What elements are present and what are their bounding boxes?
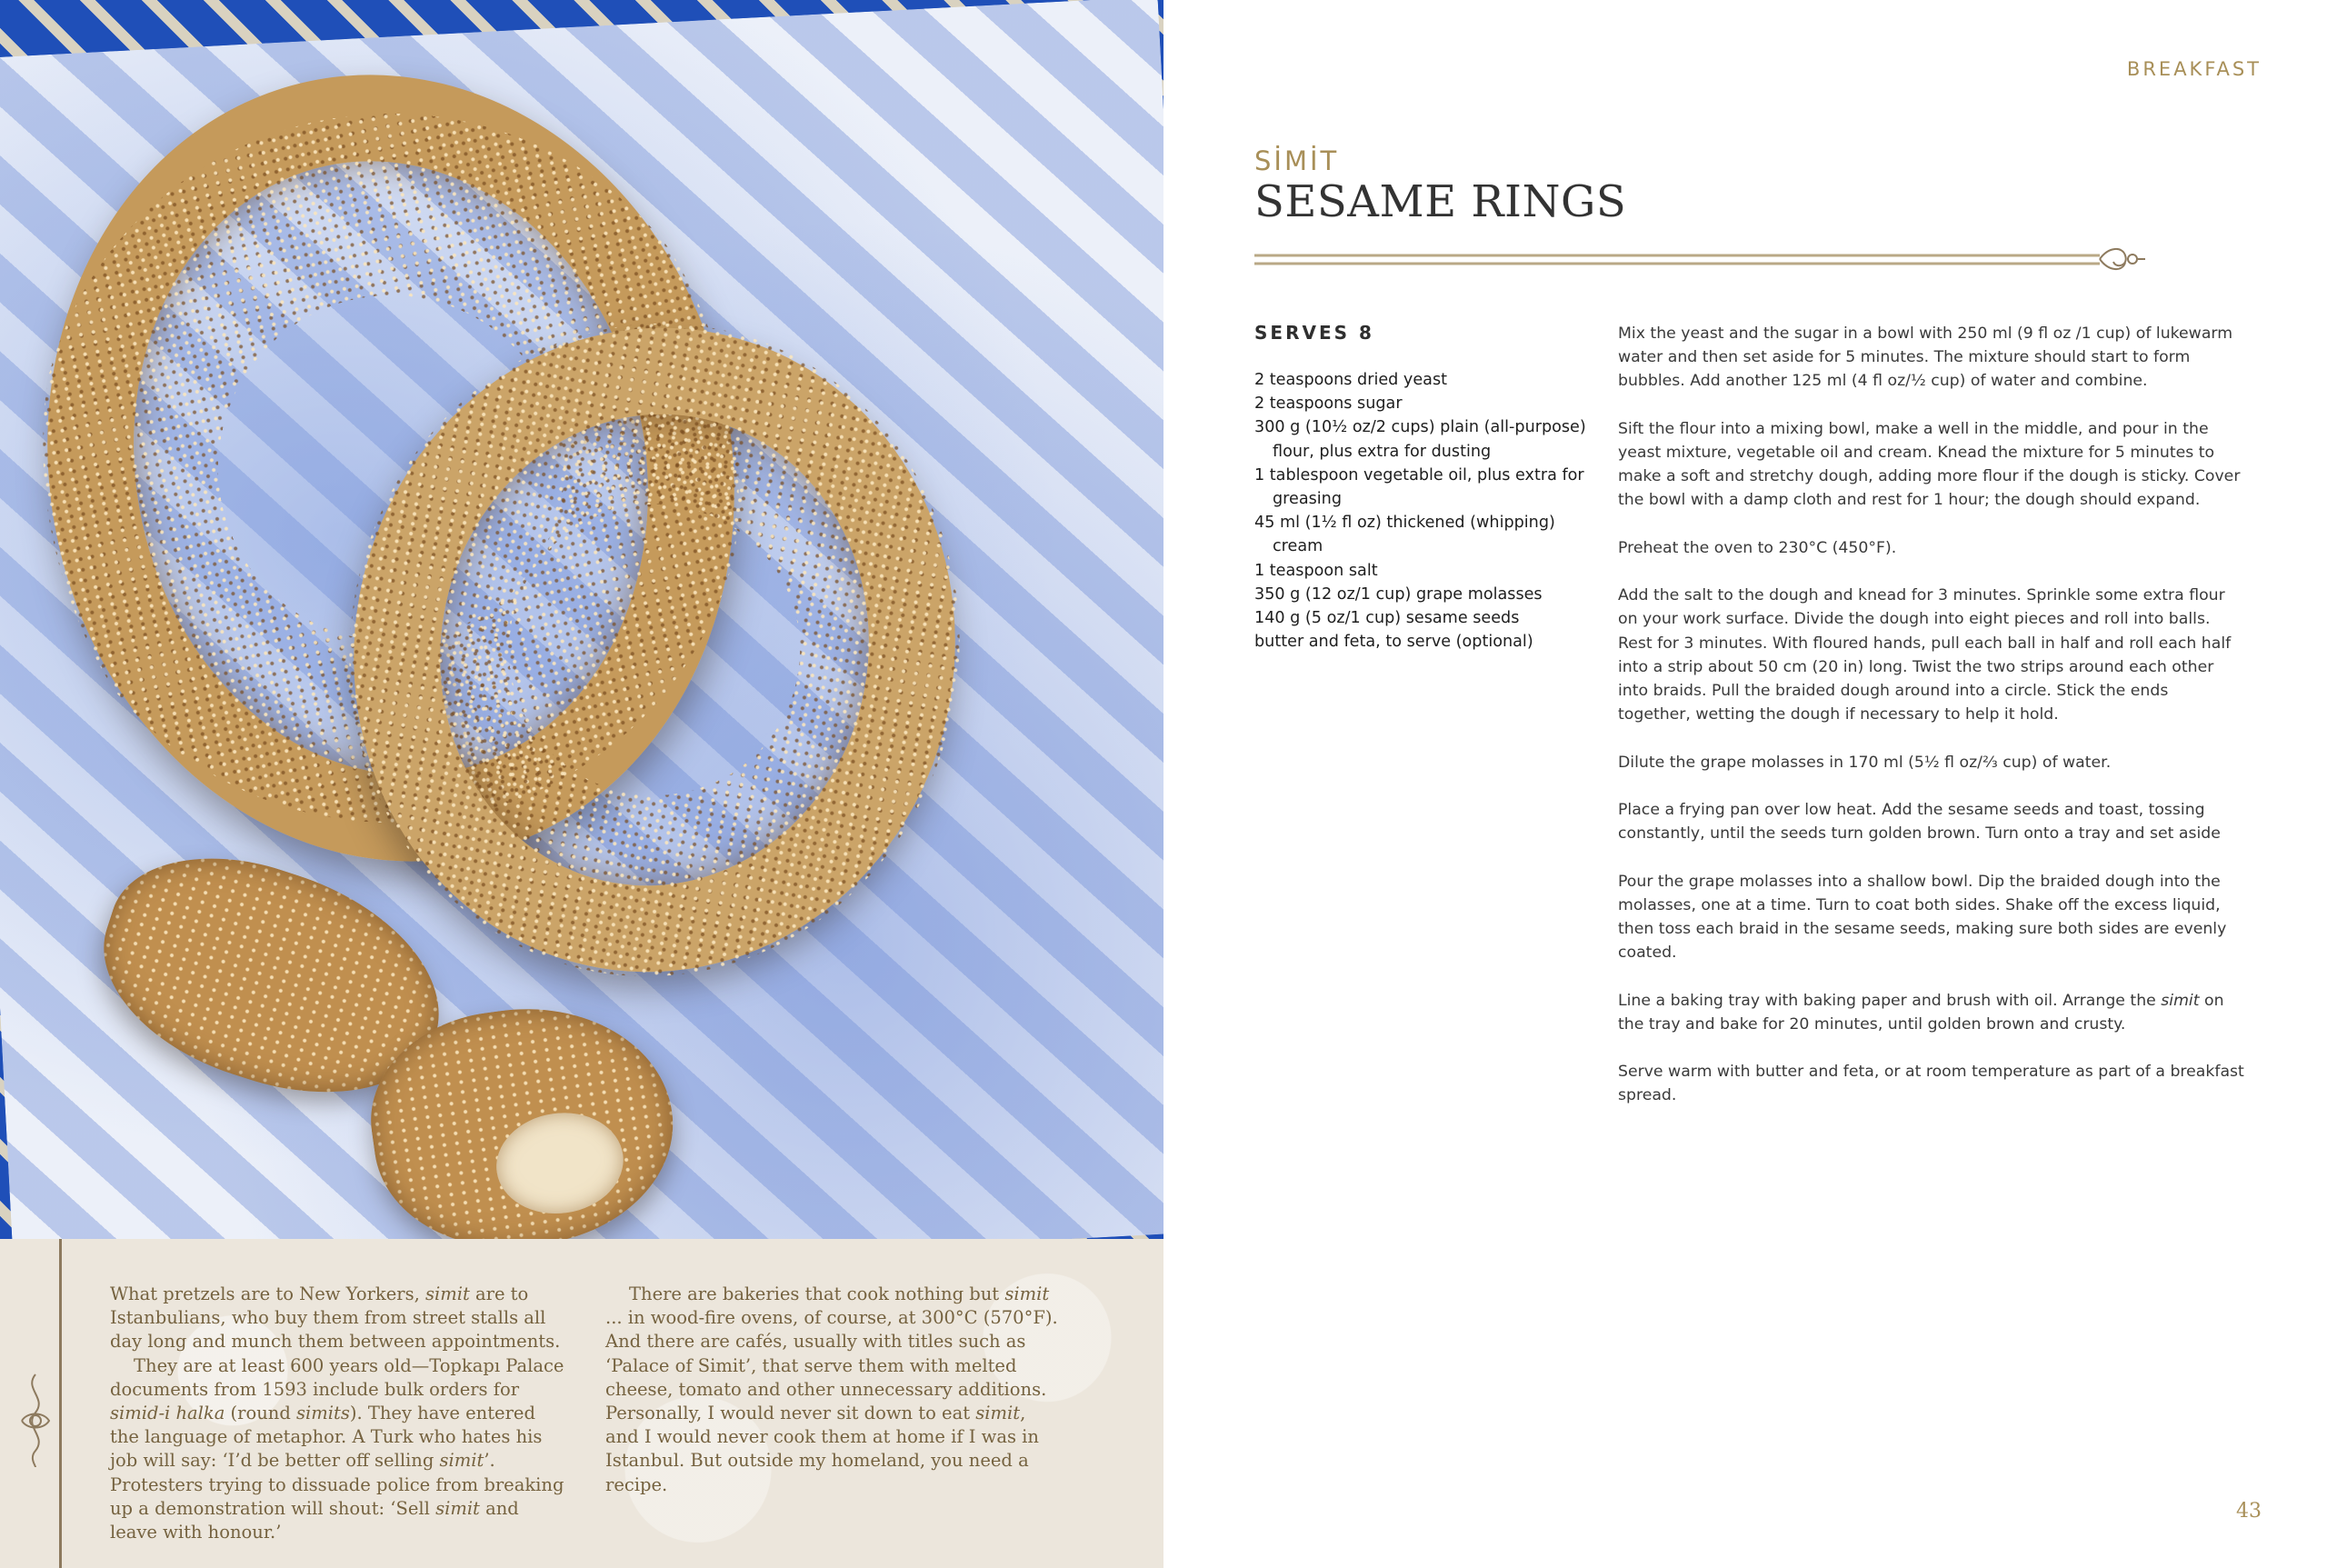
ingredients-list	[1254, 368, 1591, 654]
method-step: Add the salt to the dough and knead for 3 minutes. Sprinkle some extra flour on your work surface. Divide the dough into eight pieces and roll into balls. Rest for 3 minutes. With floured hands, pull each ball in half and roll each half into a strip about 50 cm (20 in) long. Twist the two strips around each other into braids. Pull the braided dough around into a circle. Stick the ends together, wetting the dough if necessary to help it hold.	[1618, 586, 2232, 724]
story-column-2: There are bakeries that cook nothing but simit ... in wood-fire ovens, of course, at 300°C (570°F). And there are cafés, usually with titles such as ‘Palace of Simit’, that serve them with melted cheese, tomato and other unnecessary additions. Personally, I would never sit down to eat simit, and I would never cook them at home if I was in Istanbul. But outside my homeland, you need a recipe.	[605, 1283, 1058, 1495]
method-step: Pour the grape molasses into a shallow bowl. Dip the braided dough into the molasses, one at a time. Turn to coat both sides. Shake off the excess liquid, then toss each braid in the sesame seeds, making sure both sides are evenly coated.	[1618, 872, 2227, 963]
story-column-1: What pretzels are to New Yorkers, simit are to Istanbulians, who buy them from street stalls all day long and munch them between appointments. They are at least 600 years old—Topkapı Palace documents from 1593 include bulk orders for simid-i halka (round simits). They have entered the language of metaphor. A Turk who hates his job will say: ‘I’d be better off selling simit’. Protesters trying to dissuade police from breaking up a demonstration will shout: ‘Sell simit and leave with honour.’	[110, 1283, 564, 1543]
method-step: Line a baking tray with baking paper and brush with oil. Arrange the simit on the tray and bake for 20 minutes, until golden brown and crusty.	[1618, 991, 2224, 1034]
method-step: Dilute the grape molasses in 170 ml (5½ fl oz/⅔ cup) of water.	[1618, 753, 2112, 772]
list-item: 1 teaspoon salt	[1254, 561, 1378, 580]
list-item: 350 g (12 oz/1 cup) grape molasses	[1254, 584, 1543, 604]
list-item: 1 tablespoon vegetable oil, plus extra for greasing	[1254, 465, 1584, 509]
title-divider-ornament-icon	[1254, 244, 2145, 276]
section-label: BREAKFAST	[2126, 58, 2262, 80]
ornament-icon	[16, 1371, 55, 1471]
list-item: 2 teaspoons sugar	[1254, 394, 1403, 414]
recipe-title: SESAME RINGS	[1254, 176, 1627, 227]
method-step: Mix the yeast and the sugar in a bowl with 250 ml (9 fl oz /1 cup) of lukewarm water and then set aside for 5 minutes. The mixture should start to form bubbles. Add another 125 ml (4 fl oz/½ cup) of water and combine.	[1618, 325, 2233, 391]
list-item: 140 g (5 oz/1 cup) sesame seeds	[1254, 609, 1520, 628]
story-box	[0, 1239, 1164, 1568]
story-divider	[59, 1239, 62, 1568]
page-number: 43	[2236, 1500, 2262, 1523]
list-item: 300 g (10½ oz/2 cups) plain (all-purpose) flour, plus extra for dusting	[1254, 418, 1586, 461]
serves-label: SERVES 8	[1254, 322, 1374, 344]
sesame-rings-photo	[0, 0, 1164, 1239]
method-step: Sift the flour into a mixing bowl, make a well in the middle, and pour in the yeast mixture, vegetable oil and cream. Knead the mixture for 5 minutes to make a soft and stretchy dough, adding more flour if the dough is sticky. Cover the bowl with a damp cloth and rest for 1 hour; the dough should expand.	[1618, 419, 2241, 510]
list-item: 2 teaspoons dried yeast	[1254, 371, 1448, 389]
list-item: butter and feta, to serve (optional)	[1254, 633, 1533, 652]
method-steps	[1618, 322, 2245, 1132]
method-step: Preheat the oven to 230°C (450°F).	[1618, 538, 1897, 557]
method-step: Place a frying pan over low heat. Add the sesame seeds and toast, tossing constantly, until the seeds turn golden brown. Turn onto a tray and set aside	[1618, 800, 2221, 844]
method-step: Serve warm with butter and feta, or at room temperature as part of a breakfast spread.	[1618, 1063, 2244, 1105]
list-item: 45 ml (1½ fl oz) thickened (whipping) cream	[1254, 514, 1555, 556]
recipe-title-turkish: SİMİT	[1254, 145, 1340, 176]
